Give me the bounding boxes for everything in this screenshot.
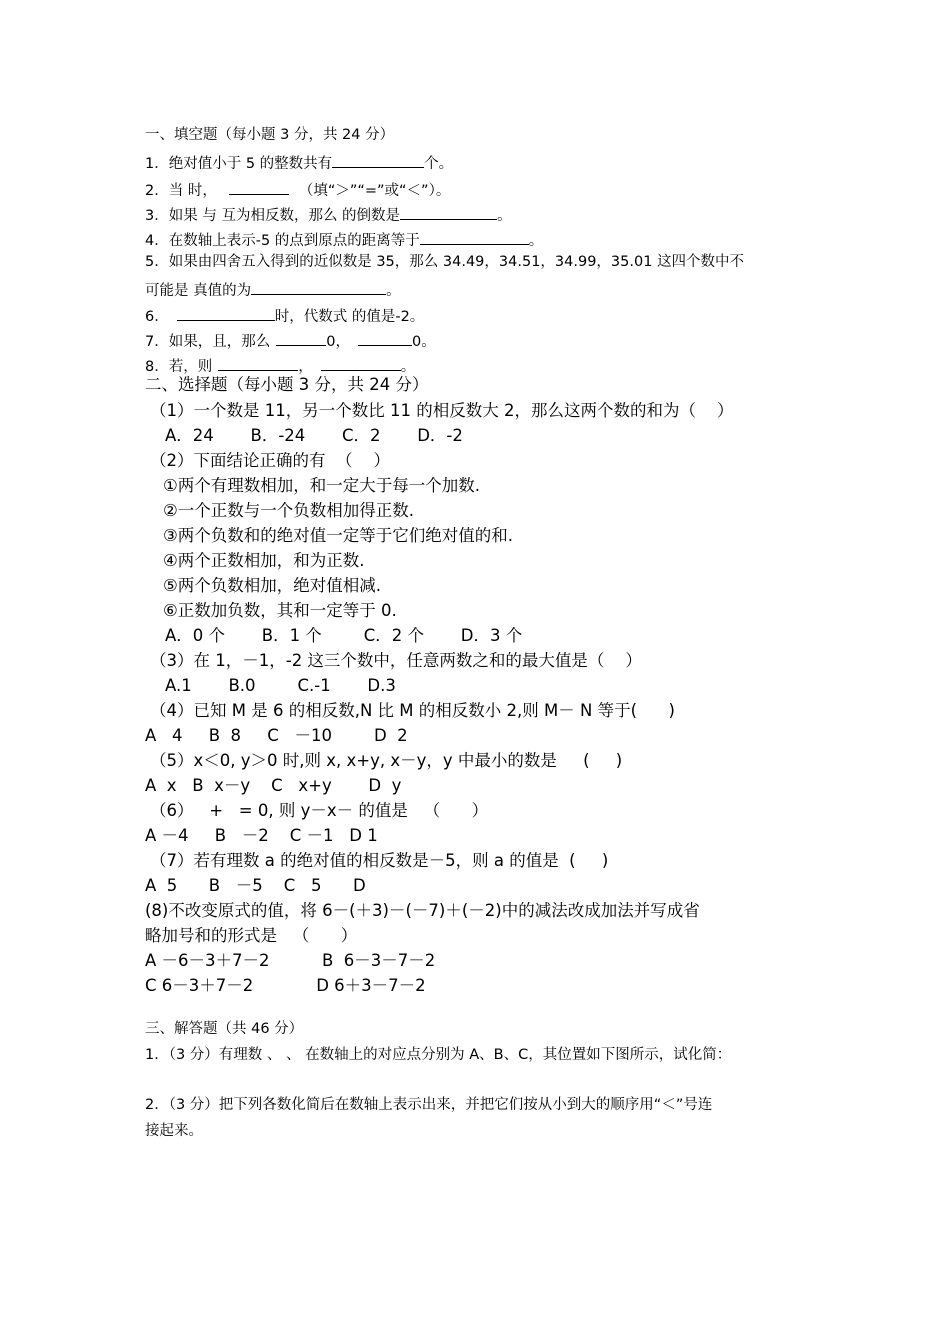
question-text: 8．若，则 bbox=[145, 359, 213, 375]
question-text: 4．在数轴上表示-5 的点到原点的距离等于 bbox=[145, 233, 420, 249]
question-1-1 bbox=[145, 153, 453, 172]
question-3-2-line2: 接起来。 bbox=[145, 1123, 203, 1139]
answer-blank[interactable] bbox=[420, 230, 529, 245]
question-suffix: 。 bbox=[497, 208, 512, 224]
answer-blank[interactable] bbox=[332, 153, 424, 168]
question-suffix: 。 bbox=[528, 233, 544, 249]
answer-blank[interactable] bbox=[251, 280, 386, 295]
question-3-2-line1: 2．（3 分）把下列各数化简后在数轴上表示出来，并把它们按从小到大的顺序用“＜”号连 bbox=[145, 1097, 713, 1113]
statement-item: ④两个正数相加，和为正数. bbox=[163, 551, 365, 570]
question-text: 1．绝对值小于 5 的整数共有 bbox=[145, 156, 333, 172]
section3-heading: 三、解答题（共 46 分） bbox=[145, 1021, 304, 1037]
question-mid: ， bbox=[298, 359, 313, 375]
section2-heading: 二、选择题（每小题 3 分，共 24 分） bbox=[145, 375, 429, 394]
question-2-4: （4）已知 M 是 6 的相反数,N 比 M 的相反数小 2,则 M－ N 等于( ) bbox=[150, 701, 675, 720]
question-2-6-options: A －4 B －2 C －1 D 1 bbox=[145, 826, 378, 845]
question-1-8 bbox=[145, 356, 415, 375]
answer-blank[interactable] bbox=[229, 180, 289, 195]
statement-item: ②一个正数与一个负数相加得正数. bbox=[163, 501, 415, 520]
question-1-4 bbox=[145, 230, 543, 249]
answer-blank[interactable] bbox=[400, 205, 497, 220]
question-text: 6． bbox=[145, 309, 169, 325]
question-1-2 bbox=[145, 180, 450, 199]
question-suffix: 。 bbox=[400, 359, 416, 375]
question-2-8-line2: 略加号和的形式是 （ ） bbox=[145, 926, 358, 945]
question-2-6: （6） + = 0, 则 y－x－ 的值是 （ ） bbox=[150, 801, 489, 820]
question-1-7 bbox=[145, 331, 436, 350]
answer-blank[interactable] bbox=[276, 331, 326, 346]
question-2-5-options: A x B x－y C x+y D y bbox=[145, 776, 402, 795]
question-suffix: （填“＞”“=”或“＜”）。 bbox=[298, 183, 451, 199]
question-text: 可能是 真值的为 bbox=[145, 283, 252, 299]
question-2-1: （1）一个数是 11，另一个数比 11 的相反数大 2，那么这两个数的和为（ ） bbox=[150, 401, 734, 420]
question-2-4-options: A 4 B 8 C －10 D 2 bbox=[145, 726, 408, 745]
question-text: 2．当 时， bbox=[145, 183, 217, 199]
answer-blank[interactable] bbox=[321, 356, 401, 371]
question-2-8-options-cd: C 6－3＋7－2 D 6＋3－7－2 bbox=[145, 976, 426, 995]
question-suffix: 0。 bbox=[411, 334, 436, 350]
question-1-3 bbox=[145, 205, 512, 224]
question-2-5: （5）x＜0, y＞0 时,则 x, x+y, x－y，y 中最小的数是 ( ) bbox=[150, 751, 623, 770]
question-suffix: 时，代数式 的值是-2。 bbox=[274, 309, 425, 325]
question-2-3-options: A.1 B.0 C.-1 D.3 bbox=[165, 676, 396, 695]
answer-blank[interactable] bbox=[358, 331, 412, 346]
question-1-5-line1: 5．如果由四舍五入得到的近似数是 35，那么 34.49，34.51，34.99，35.01 这四个数中不 bbox=[145, 254, 745, 270]
statement-item: ③两个负数和的绝对值一定等于它们绝对值的和. bbox=[163, 526, 514, 545]
question-suffix: 。 bbox=[386, 283, 401, 299]
question-mid: 0， bbox=[326, 334, 350, 350]
question-2-2-options: A．0 个 B．1 个 C．2 个 D．3 个 bbox=[165, 626, 523, 645]
question-1-5-line2 bbox=[145, 280, 401, 299]
answer-blank[interactable] bbox=[177, 306, 275, 321]
question-2-3: （3）在 1，－1，-2 这三个数中，任意两数之和的最大值是（ ） bbox=[150, 651, 642, 670]
answer-blank[interactable] bbox=[218, 356, 298, 371]
question-text: 3．如果 与 互为相反数，那么 的倒数是 bbox=[145, 208, 401, 224]
question-2-1-options: A．24 B．-24 C．2 D．-2 bbox=[165, 426, 463, 445]
question-1-6 bbox=[145, 306, 424, 325]
question-2-7-options: A 5 B －5 C 5 D bbox=[145, 876, 366, 895]
question-2-8-options-ab: A －6－3＋7－2 B 6－3－7－2 bbox=[145, 951, 436, 970]
question-suffix: 个。 bbox=[424, 156, 454, 172]
statement-item: ⑤两个负数相加，绝对值相减. bbox=[163, 576, 382, 595]
question-2-7: （7）若有理数 a 的绝对值的相反数是－5，则 a 的值是 ( ) bbox=[150, 851, 609, 870]
question-text: 7．如果，且，那么 bbox=[145, 334, 271, 350]
statement-item: ⑥正数加负数，其和一定等于 0. bbox=[163, 601, 397, 620]
question-2-2: （2）下面结论正确的有 （ ） bbox=[150, 451, 390, 470]
statement-item: ①两个有理数相加，和一定大于每一个加数. bbox=[163, 476, 481, 495]
question-3-1: 1．（3 分）有理数 、 、 在数轴上的对应点分别为 A、B、C，其位置如下图所示，试化简： bbox=[145, 1047, 732, 1063]
section1-heading: 一、填空题（每小题 3 分，共 24 分） bbox=[145, 127, 395, 143]
question-2-8-line1: (8)不改变原式的值，将 6－(＋3)－(－7)＋(－2)中的减法改成加法并写成省 bbox=[145, 901, 700, 920]
